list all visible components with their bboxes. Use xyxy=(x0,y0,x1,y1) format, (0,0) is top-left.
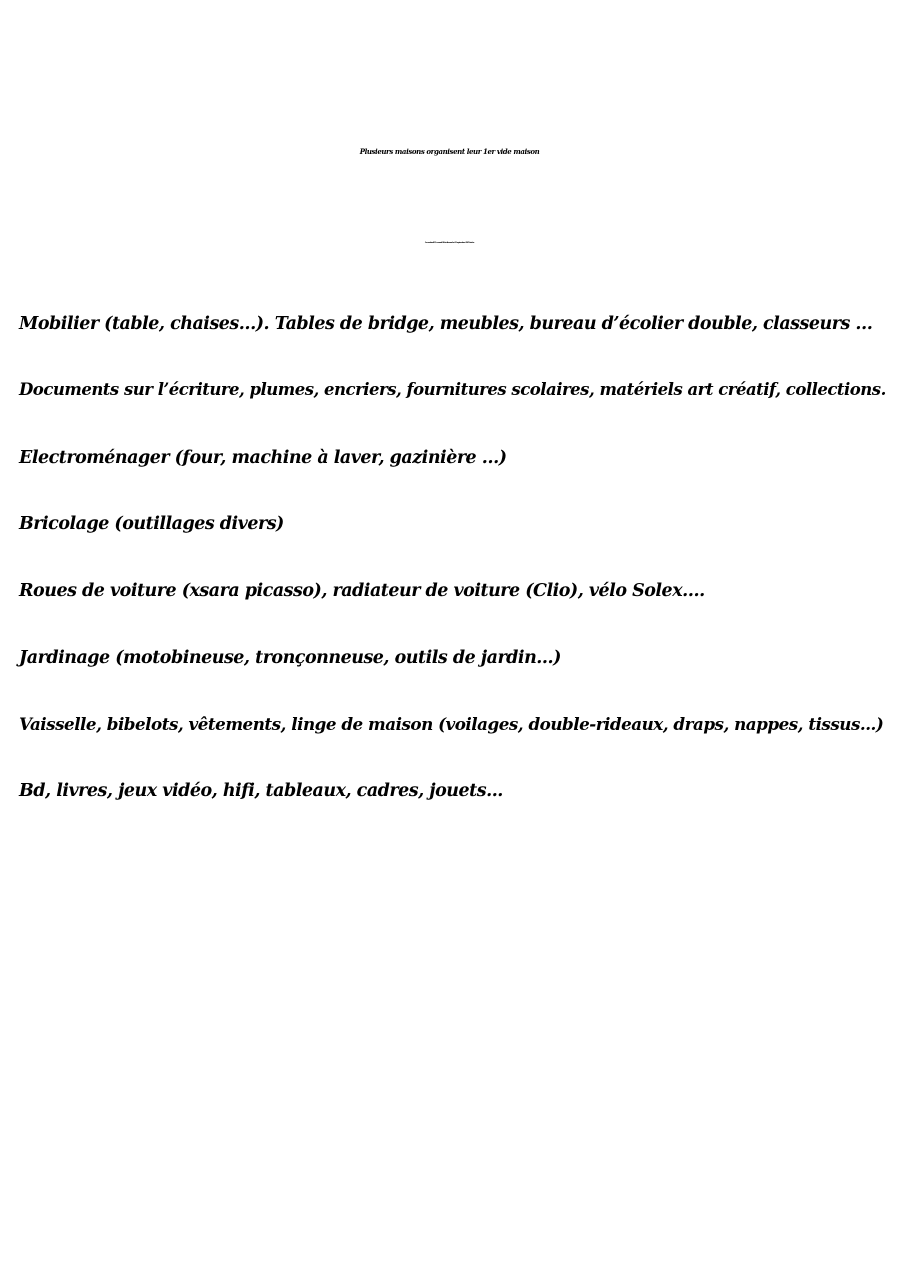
list-item-household: Vaisselle, bibelots, vêtements, linge de maison (voilages, double-rideaux, draps, nappes, tissus...) xyxy=(19,714,884,734)
page-title: Plusieurs maisons organisent leur 1er vide maison xyxy=(359,147,540,156)
list-item-media-toys: Bd, livres, jeux vidéo, hifi, tableaux, cadres, jouets... xyxy=(19,781,503,801)
list-item-documents: Documents sur l’écriture, plumes, encriers, fournitures scolaires, matériels art créatif, collections. xyxy=(19,380,886,399)
list-item-gardening: Jardinage (motobineuse, tronçonneuse, outils de jardin...) xyxy=(19,648,561,668)
list-item-furniture: Mobilier (table, chaises…). Tables de bridge, meubles, bureau d’écolier double, classeurs … xyxy=(19,314,873,334)
list-item-diy: Bricolage (outillages divers) xyxy=(19,514,284,534)
list-item-car-parts: Roues de voiture (xsara picasso), radiateur de voiture (Clio), vélo Solex…. xyxy=(19,581,705,601)
list-item-appliances: Electroménager (four, machine à laver, gazinière …) xyxy=(19,448,507,468)
event-dates: Le vendredi 19, samedi 20 et dimanche 21 septembre 2025 inclus. xyxy=(424,242,475,244)
